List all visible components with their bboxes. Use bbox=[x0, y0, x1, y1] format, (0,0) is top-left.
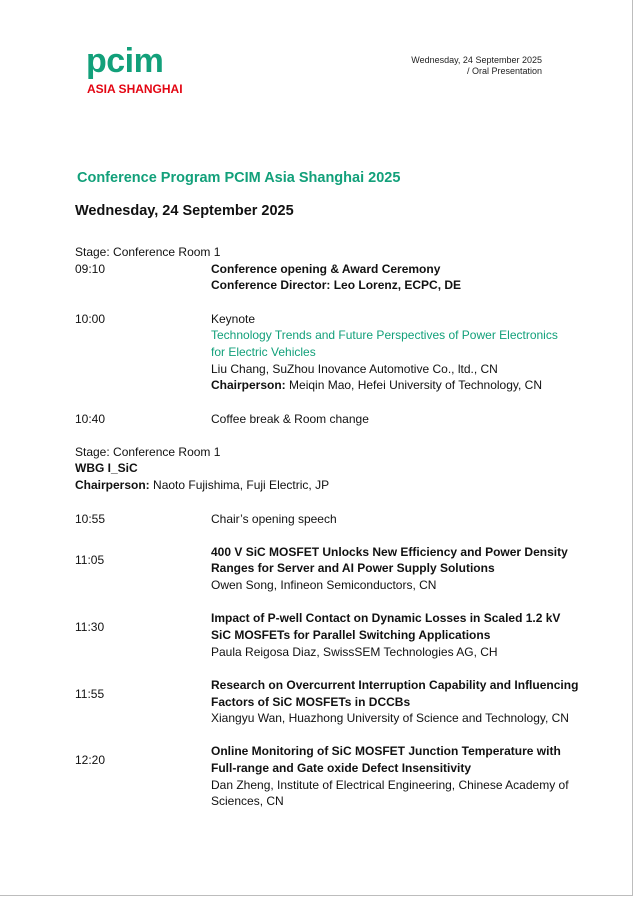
talk-time: 11:30 bbox=[75, 620, 105, 634]
chairperson-name: Naoto Fujishima, Fuji Electric, JP bbox=[149, 478, 330, 492]
keynote-title-line1: Technology Trends and Future Perspectives of Power Electronics bbox=[211, 328, 558, 342]
chairperson-label: Chairperson: bbox=[75, 478, 150, 492]
opening-time: 09:10 bbox=[75, 262, 106, 276]
talk-text: Chair’s opening speech bbox=[211, 512, 337, 526]
talk-time: 12:20 bbox=[75, 753, 106, 767]
pcim-logo: pcim bbox=[86, 42, 164, 80]
day-title: Wednesday, 24 September 2025 bbox=[75, 203, 294, 219]
keynote-label: Keynote bbox=[211, 312, 256, 326]
break-text: Coffee break & Room change bbox=[211, 412, 369, 426]
talk-time: 10:55 bbox=[75, 512, 106, 526]
talk-speaker: Owen Song, Infineon Semiconductors, CN bbox=[211, 578, 437, 592]
talk-title-line2: SiC MOSFETs for Parallel Switching Applications bbox=[211, 628, 491, 642]
talk-title-line1: Impact of P-well Contact on Dynamic Losses in Scaled 1.2 kV bbox=[211, 611, 561, 625]
header-date: Wednesday, 24 September 2025 bbox=[411, 55, 542, 65]
talk-time: 11:55 bbox=[75, 687, 105, 701]
talk-speaker: Xiangyu Wan, Huazhong University of Science and Technology, CN bbox=[211, 711, 569, 725]
talk-title-line2: Full-range and Gate oxide Defect Insensitivity bbox=[211, 761, 472, 775]
break-time: 10:40 bbox=[75, 412, 106, 426]
header-type: / Oral Presentation bbox=[466, 66, 542, 76]
talk-title-line1: 400 V SiC MOSFET Unlocks New Efficiency and Power Density bbox=[211, 545, 568, 559]
program-title: Conference Program PCIM Asia Shanghai 2025 bbox=[77, 170, 401, 186]
keynote-chairperson bbox=[211, 377, 542, 394]
talk-speaker: Paula Reigosa Diaz, SwissSEM Technologies AG, CH bbox=[211, 645, 498, 659]
chairperson-name: Meiqin Mao, Hefei University of Technology, CN bbox=[285, 378, 543, 392]
keynote-speaker: Liu Chang, SuZhou Inovance Automotive Co., ltd., CN bbox=[211, 362, 498, 376]
conference-director: Conference Director: Leo Lorenz, ECPC, DE bbox=[211, 278, 462, 292]
chairperson-label: Chairperson: bbox=[211, 378, 286, 392]
stage-label: Stage: Conference Room 1 bbox=[75, 445, 221, 459]
talk-speaker-line2: Sciences, CN bbox=[211, 794, 284, 808]
stage-label: Stage: Conference Room 1 bbox=[75, 245, 221, 259]
opening-title: Conference opening & Award Ceremony bbox=[211, 262, 441, 276]
talk-speaker-line1: Dan Zheng, Institute of Electrical Engineering, Chinese Academy of bbox=[211, 778, 569, 792]
talk-title-line2: Ranges for Server and AI Power Supply Solutions bbox=[211, 561, 495, 575]
logo-subtitle: ASIA SHANGHAI bbox=[87, 82, 183, 96]
keynote-time: 10:00 bbox=[75, 312, 106, 326]
session-chairperson bbox=[75, 477, 329, 494]
keynote-title-line2: for Electric Vehicles bbox=[211, 345, 316, 359]
talk-title-line2: Factors of SiC MOSFETs in DCCBs bbox=[211, 695, 411, 709]
talk-time: 11:05 bbox=[75, 553, 105, 567]
talk-title-line1: Research on Overcurrent Interruption Capability and Influencing bbox=[211, 678, 579, 692]
session-title: WBG I_SiC bbox=[75, 461, 138, 475]
talk-title-line1: Online Monitoring of SiC MOSFET Junction Temperature with bbox=[211, 744, 561, 758]
